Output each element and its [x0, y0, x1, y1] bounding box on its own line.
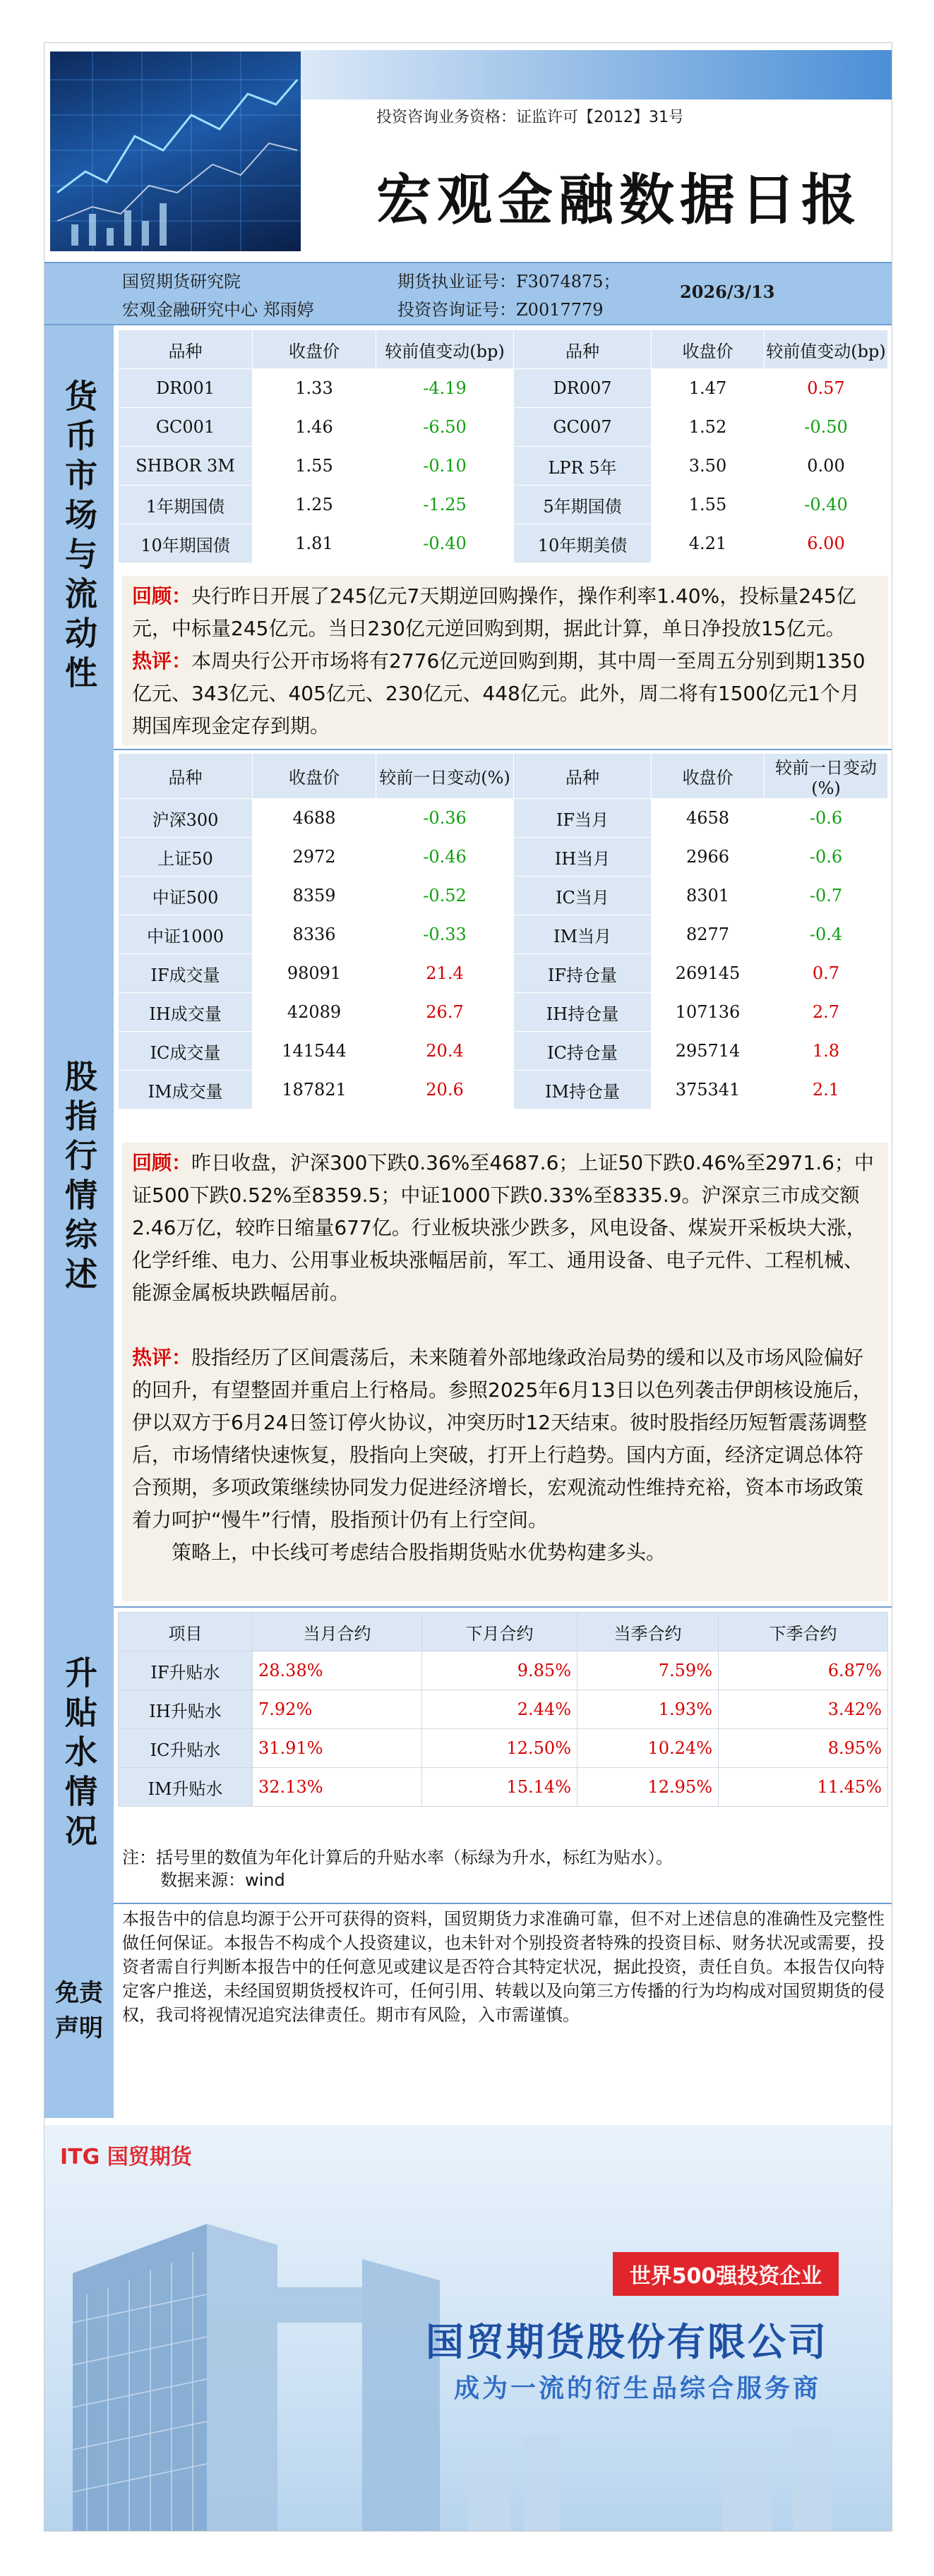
cell-value: 375341	[652, 1071, 765, 1109]
row-label: IF成交量	[119, 954, 253, 993]
row-label: IF当月	[514, 799, 652, 838]
cell-value: 8336	[253, 915, 376, 954]
cell-value: 1.55	[652, 486, 765, 524]
row-label: IH持仓量	[514, 993, 652, 1032]
cell-value: 1.81	[253, 524, 376, 563]
stock-comment: 股指经历了区间震荡后，未来随着外部地缘政治局势的缓和以及市场风险偏好的回升，有望整固并重启上行格局。参照2025年6月13日以色列袭击伊朗核设施后，伊以双方于6月24日签订停火协议，冲突历时12天结束。彼时股指经历短暂震荡调整后，市场情绪快速恢复，股指向上突破，打开上行趋势。国内方面，经济定调总体符合预期，多项政策继续协同发力促进经济增长，宏观流动性维持充裕，资本市场政策着力呵护“慢牛”行情，股指预计仍有上行空间。	[132, 1346, 873, 1531]
cell-value: 2972	[253, 838, 376, 877]
report-date: 2026/3/13	[680, 282, 775, 302]
row-label: DR001	[119, 369, 253, 408]
footer-brand-logo: ITG 国贸期货	[60, 2145, 192, 2169]
report-header	[44, 43, 892, 258]
cell-value: -6.50	[376, 408, 514, 447]
row-label: IM成交量	[119, 1071, 253, 1109]
stock-table	[118, 753, 888, 1109]
row-label: IH升贴水	[119, 1690, 253, 1729]
money-review: 央行昨日开展了245亿元7天期逆回购操作，操作利率1.40%，投标量245亿元，中标量245亿元。当日230亿元逆回购到期，据此计算，单日净投放15亿元。	[132, 584, 856, 640]
table-row	[119, 838, 888, 877]
header-strip	[301, 50, 892, 100]
cell-value: 15.14%	[422, 1768, 577, 1807]
cell-value: 295714	[652, 1032, 765, 1071]
license-text: 投资咨询业务资格：证监许可【2012】31号	[376, 109, 684, 126]
cell-value: 26.7	[376, 993, 514, 1032]
column-header: 较前值变动(bp)	[765, 330, 888, 369]
column-header: 下月合约	[422, 1613, 577, 1651]
basis-notes	[122, 1846, 673, 1891]
cell-value: 28.38%	[253, 1651, 422, 1690]
cell-value: 11.45%	[719, 1768, 888, 1807]
stock-commentary	[122, 1143, 888, 1601]
money-commentary	[122, 576, 888, 745]
cell-value: 1.33	[253, 369, 376, 408]
company-name: 国贸期货股份有限公司	[426, 2320, 828, 2364]
table-row	[119, 1071, 888, 1109]
cell-value: 4658	[652, 799, 765, 838]
row-label: IM持仓量	[514, 1071, 652, 1109]
cell-value: 4688	[253, 799, 376, 838]
table-row	[119, 369, 888, 408]
cell-value: -0.40	[765, 486, 888, 524]
row-label: IM当月	[514, 915, 652, 954]
cell-value: 6.87%	[719, 1651, 888, 1690]
cell-value: -1.25	[376, 486, 514, 524]
cell-value: 42089	[253, 993, 376, 1032]
table-row	[119, 1651, 888, 1690]
cell-value: -0.33	[376, 915, 514, 954]
table-row	[119, 877, 888, 915]
row-label: IC持仓量	[514, 1032, 652, 1071]
column-header: 收盘价	[253, 754, 376, 799]
comment-tag: 热评：	[132, 649, 192, 673]
column-header: 品种	[119, 754, 253, 799]
disclaimer-section	[44, 1903, 892, 2118]
cell-value: 31.91%	[253, 1729, 422, 1768]
org-name: 国贸期货研究院	[122, 272, 241, 291]
table-row	[119, 1690, 888, 1729]
column-header: 收盘价	[253, 330, 376, 369]
cell-value: 1.52	[652, 408, 765, 447]
stock-strategy: 策略上，中长线可考虑结合股指期货贴水优势构建多头。	[172, 1541, 666, 1564]
comment-tag: 热评：	[132, 1346, 192, 1369]
cell-value: 1.8	[765, 1032, 888, 1071]
review-tag: 回顾：	[132, 1151, 192, 1174]
cell-value: -0.7	[765, 877, 888, 915]
cell-value: 2.7	[765, 993, 888, 1032]
column-header: 收盘价	[652, 330, 765, 369]
basis-note: 注：括号里的数值为年化计算后的升贴水率（标绿为升水，标红为贴水）。	[122, 1848, 673, 1867]
cell-value: 1.55	[253, 447, 376, 486]
cell-value: 187821	[253, 1071, 376, 1109]
column-header: 较前一日变动(%)	[376, 754, 514, 799]
cell-value: -0.40	[376, 524, 514, 563]
cell-value: 107136	[652, 993, 765, 1032]
column-header: 品种	[514, 754, 652, 799]
cell-value: 1.25	[253, 486, 376, 524]
cell-value: 20.4	[376, 1032, 514, 1071]
column-header: 品种	[514, 330, 652, 369]
column-header: 较前一日变动(%)	[765, 754, 888, 799]
review-tag: 回顾：	[132, 584, 192, 608]
column-header: 下季合约	[719, 1613, 888, 1651]
cell-value: 98091	[253, 954, 376, 993]
cell-value: -4.19	[376, 369, 514, 408]
cell-value: 0.7	[765, 954, 888, 993]
column-header: 收盘价	[652, 754, 765, 799]
report-frame	[44, 42, 892, 2532]
row-label: 10年期美债	[514, 524, 652, 563]
cell-value: 12.50%	[422, 1729, 577, 1768]
row-label: IF持仓量	[514, 954, 652, 993]
cell-value: -0.52	[376, 877, 514, 915]
row-label: SHBOR 3M	[119, 447, 253, 486]
cell-value: -0.36	[376, 799, 514, 838]
row-label: IC升贴水	[119, 1729, 253, 1768]
table-row	[119, 1729, 888, 1768]
cell-value: -0.4	[765, 915, 888, 954]
data-source: 数据来源：wind	[160, 1870, 285, 1890]
fortune-500-badge: 世界500强投资企业	[613, 2252, 839, 2296]
row-label: IH成交量	[119, 993, 253, 1032]
row-label: 5年期国债	[514, 486, 652, 524]
cell-value: 0.57	[765, 369, 888, 408]
table-row	[119, 799, 888, 838]
money-section-label: 货币市场与流动性	[44, 325, 114, 749]
row-label: GC007	[514, 408, 652, 447]
cell-value: -0.50	[765, 408, 888, 447]
cell-value: -0.6	[765, 838, 888, 877]
row-label: LPR 5年	[514, 447, 652, 486]
row-label: 上证50	[119, 838, 253, 877]
column-header: 较前值变动(bp)	[376, 330, 514, 369]
table-row	[119, 993, 888, 1032]
table-row	[119, 447, 888, 486]
cell-value: -0.46	[376, 838, 514, 877]
table-row	[119, 954, 888, 993]
cell-value: 8301	[652, 877, 765, 915]
table-row	[119, 486, 888, 524]
cell-value: 0.00	[765, 447, 888, 486]
cell-value: 32.13%	[253, 1768, 422, 1807]
row-label: GC001	[119, 408, 253, 447]
cell-value: 1.47	[652, 369, 765, 408]
row-label: 中证500	[119, 877, 253, 915]
cell-value: 6.00	[765, 524, 888, 563]
advisory-cert: 投资咨询证号：Z0017779	[397, 300, 604, 320]
cell-value: 3.50	[652, 447, 765, 486]
row-label: 10年期国债	[119, 524, 253, 563]
cell-value: 1.46	[253, 408, 376, 447]
cell-value: 7.92%	[253, 1690, 422, 1729]
cell-value: 8359	[253, 877, 376, 915]
cell-value: 2966	[652, 838, 765, 877]
header-chart-image	[50, 52, 301, 251]
table-row	[119, 1032, 888, 1071]
cell-value: 2.44%	[422, 1690, 577, 1729]
row-label: 中证1000	[119, 915, 253, 954]
page-title: 宏观金融数据日报	[376, 168, 863, 232]
cell-value: 1.93%	[577, 1690, 719, 1729]
column-header: 当月合约	[253, 1613, 422, 1651]
brand-logo: ITG 国贸期货	[680, 107, 835, 136]
column-header: 品种	[119, 330, 253, 369]
cell-value: 3.42%	[719, 1690, 888, 1729]
basis-table	[118, 1612, 888, 1807]
row-label: IC成交量	[119, 1032, 253, 1071]
cell-value: 20.6	[376, 1071, 514, 1109]
cell-value: 9.85%	[422, 1651, 577, 1690]
company-tagline: 成为一流的衍生品综合服务商	[454, 2374, 822, 2403]
table-row	[119, 915, 888, 954]
cell-value: -0.6	[765, 799, 888, 838]
table-row	[119, 524, 888, 563]
row-label: IC当月	[514, 877, 652, 915]
row-label: IM升贴水	[119, 1768, 253, 1807]
money-comment: 本周央行公开市场将有2776亿元逆回购到期，其中周一至周五分别到期1350亿元、343亿元、405亿元、230亿元、448亿元。此外，周二将有1500亿元1个月期国库现金定存到期。	[132, 649, 866, 738]
basis-section	[44, 1606, 892, 1904]
dept-author: 宏观金融研究中心 郑雨婷	[122, 300, 314, 320]
cell-value: 21.4	[376, 954, 514, 993]
cell-value: 12.95%	[577, 1768, 719, 1807]
row-label: 1年期国债	[119, 486, 253, 524]
row-label: IF升贴水	[119, 1651, 253, 1690]
cell-value: 7.59%	[577, 1651, 719, 1690]
cell-value: 141544	[253, 1032, 376, 1071]
money-table	[118, 330, 888, 563]
money-market-section	[44, 325, 892, 750]
cell-value: 8277	[652, 915, 765, 954]
stock-section-label: 股指行情综述	[44, 749, 114, 1606]
cell-value: 4.21	[652, 524, 765, 563]
cell-value: 2.1	[765, 1071, 888, 1109]
cell-value: 269145	[652, 954, 765, 993]
row-label: IH当月	[514, 838, 652, 877]
stock-review: 昨日收盘，沪深300下跌0.36%至4687.6；上证50下跌0.46%至2971.6；中证500下跌0.52%至8359.5；中证1000下跌0.33%至8335.9。沪深京三市成交额2.46万亿，较昨日缩量677亿。行业板块涨少跌多，风电设备、煤炭开采板块大涨，化学纤维、电力、公用事业板块涨幅居前，军工、通用设备、电子元件、工程机械、能源金属板块跌幅居前。	[132, 1151, 874, 1304]
disclaimer-label: 免责 声明	[44, 1903, 114, 2118]
row-label: DR007	[514, 369, 652, 408]
table-row	[119, 408, 888, 447]
column-header: 当季合约	[577, 1613, 719, 1651]
table-row	[119, 1768, 888, 1807]
disclaimer-text: 本报告中的信息均源于公开可获得的资料，国贸期货力求准确可靠，但不对上述信息的准确性及完整性做任何保证。本报告不构成个人投资建议，也未针对个别投资者特殊的投资目标、财务状况或需要，投资者需自行判断本报告中的任何意见或建议是否符合其特定状况，据此投资，责任自负。本报告仅向特定客户推送，未经国贸期货授权许可，任何引用、转载以及向第三方传播的行为均构成对国贸期货的侵权，我司将视情况追究法律责任。期市有风险，入市需谨慎。	[122, 1909, 885, 2025]
cell-value: 8.95%	[719, 1729, 888, 1768]
basis-section-label: 升贴水情况	[44, 1606, 114, 1903]
row-label: 沪深300	[119, 799, 253, 838]
futures-cert: 期货执业证号：F3074875；	[397, 272, 621, 291]
cell-value: -0.10	[376, 447, 514, 486]
cell-value: 10.24%	[577, 1729, 719, 1768]
footer-banner	[44, 2125, 892, 2531]
stock-index-section	[44, 749, 892, 1608]
column-header: 项目	[119, 1613, 253, 1651]
author-info-band	[44, 262, 892, 325]
